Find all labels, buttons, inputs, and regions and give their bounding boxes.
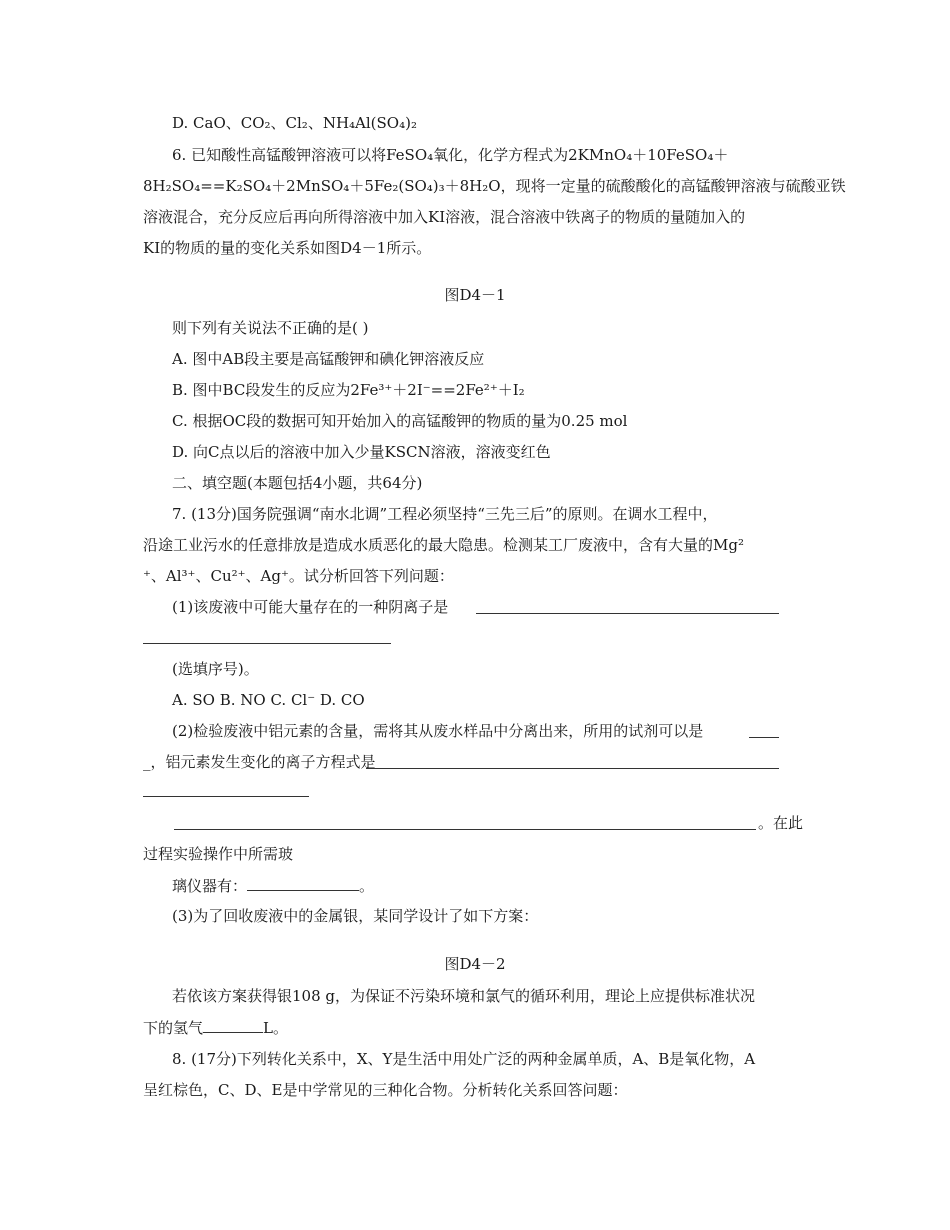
q6-stem-line2: 8H₂SO₄==K₂SO₄＋2MnSO₄＋5Fe₂(SO₄)₃＋8H₂O，现将一定量的硫酸酸化的高锰酸钾溶液与硫酸亚铁	[143, 177, 846, 195]
figure-caption-d4-1: 图D4－1	[444, 286, 506, 304]
q7-part1-choose: (选填序号)。	[172, 660, 259, 678]
q5-option-d: D. CaO、CO₂、Cl₂、NH₄Al(SO₄)₂	[172, 114, 417, 132]
answer-blank[interactable]	[366, 768, 779, 769]
answer-blank[interactable]	[476, 613, 779, 614]
q7-line2: 沿途工业污水的任意排放是造成水质恶化的最大隐患。检测某工厂废液中，含有大量的Mg²	[143, 536, 744, 554]
q6-stem-line4: KI的物质的量的变化关系如图D4－1所示。	[143, 239, 432, 257]
q7-part2-line2: _，铝元素发生变化的离子方程式是	[143, 753, 376, 771]
figure-caption-d4-2: 图D4－2	[444, 955, 506, 973]
q7-part3-unit: L。	[263, 1019, 288, 1037]
q6-question: 则下列有关说法不正确的是( )	[172, 319, 369, 337]
q8-line1: 8. (17分)下列转化关系中，X、Y是生活中用处广泛的两种金属单质，A、B是氧化物，A	[172, 1050, 756, 1068]
answer-blank[interactable]	[203, 1017, 263, 1033]
q7-part1-text: (1)该废液中可能大量存在的一种阴离子是	[172, 598, 449, 616]
q6-stem-line1: 6. 已知酸性高锰酸钾溶液可以将FeSO₄氧化，化学方程式为2KMnO₄＋10FeSO₄＋	[172, 146, 729, 164]
answer-blank[interactable]	[143, 643, 391, 644]
answer-blank[interactable]	[174, 829, 756, 830]
answer-blank[interactable]	[143, 796, 309, 797]
answer-blank[interactable]	[749, 737, 779, 738]
q7-part3-line2	[143, 1017, 288, 1038]
q6-option-b: B. 图中BC段发生的反应为2Fe³⁺＋2I⁻==2Fe²⁺＋I₂	[172, 381, 525, 399]
q6-option-a: A. 图中AB段主要是高锰酸钾和碘化钾溶液反应	[172, 350, 485, 368]
q7-part3-text: (3)为了回收废液中的金属银，某同学设计了如下方案：	[172, 907, 539, 925]
q7-line1: 7. (13分)国务院强调“南水北调”工程必须坚持“三先三后”的原则。在调水工程中，	[172, 505, 718, 523]
q7-part2-glass-end: 。	[359, 877, 375, 895]
q7-part3-hydrogen-label: 下的氢气	[143, 1019, 204, 1037]
q7-part2-text: (2)检验废液中铝元素的含量，需将其从废水样品中分离出来，所用的试剂可以是	[172, 722, 704, 740]
q6-option-c: C. 根据OC段的数据可知开始加入的高锰酸钾的物质的量为0.25 mol	[172, 412, 628, 430]
q7-part2-line5: 过程实验操作中所需玻	[143, 845, 294, 863]
q7-part3-line1: 若依该方案获得银108 g，为保证不污染环境和氯气的循环利用，理论上应提供标准状况	[172, 987, 756, 1005]
q8-line2: 呈红棕色，C、D、E是中学常见的三种化合物。分析转化关系回答问题：	[143, 1081, 628, 1099]
answer-blank[interactable]	[247, 875, 359, 891]
q7-part2-glass-label: 璃仪器有：	[172, 877, 248, 895]
q6-option-d: D. 向C点以后的溶液中加入少量KSCN溶液，溶液变红色	[172, 443, 551, 461]
q7-part2-line6	[172, 875, 374, 896]
section-heading: 二、填空题(本题包括4小题，共64分)	[172, 474, 423, 492]
q6-stem-line3: 溶液混合，充分反应后再向所得溶液中加入KI溶液，混合溶液中铁离子的物质的量随加入的	[143, 208, 746, 226]
q7-part2-after: 。在此	[758, 814, 804, 832]
q7-part1-options: A. SO B. NO C. Cl⁻ D. CO	[172, 691, 365, 709]
q7-line3: ⁺、Al³⁺、Cu²⁺、Ag⁺。试分析回答下列问题：	[143, 567, 454, 585]
